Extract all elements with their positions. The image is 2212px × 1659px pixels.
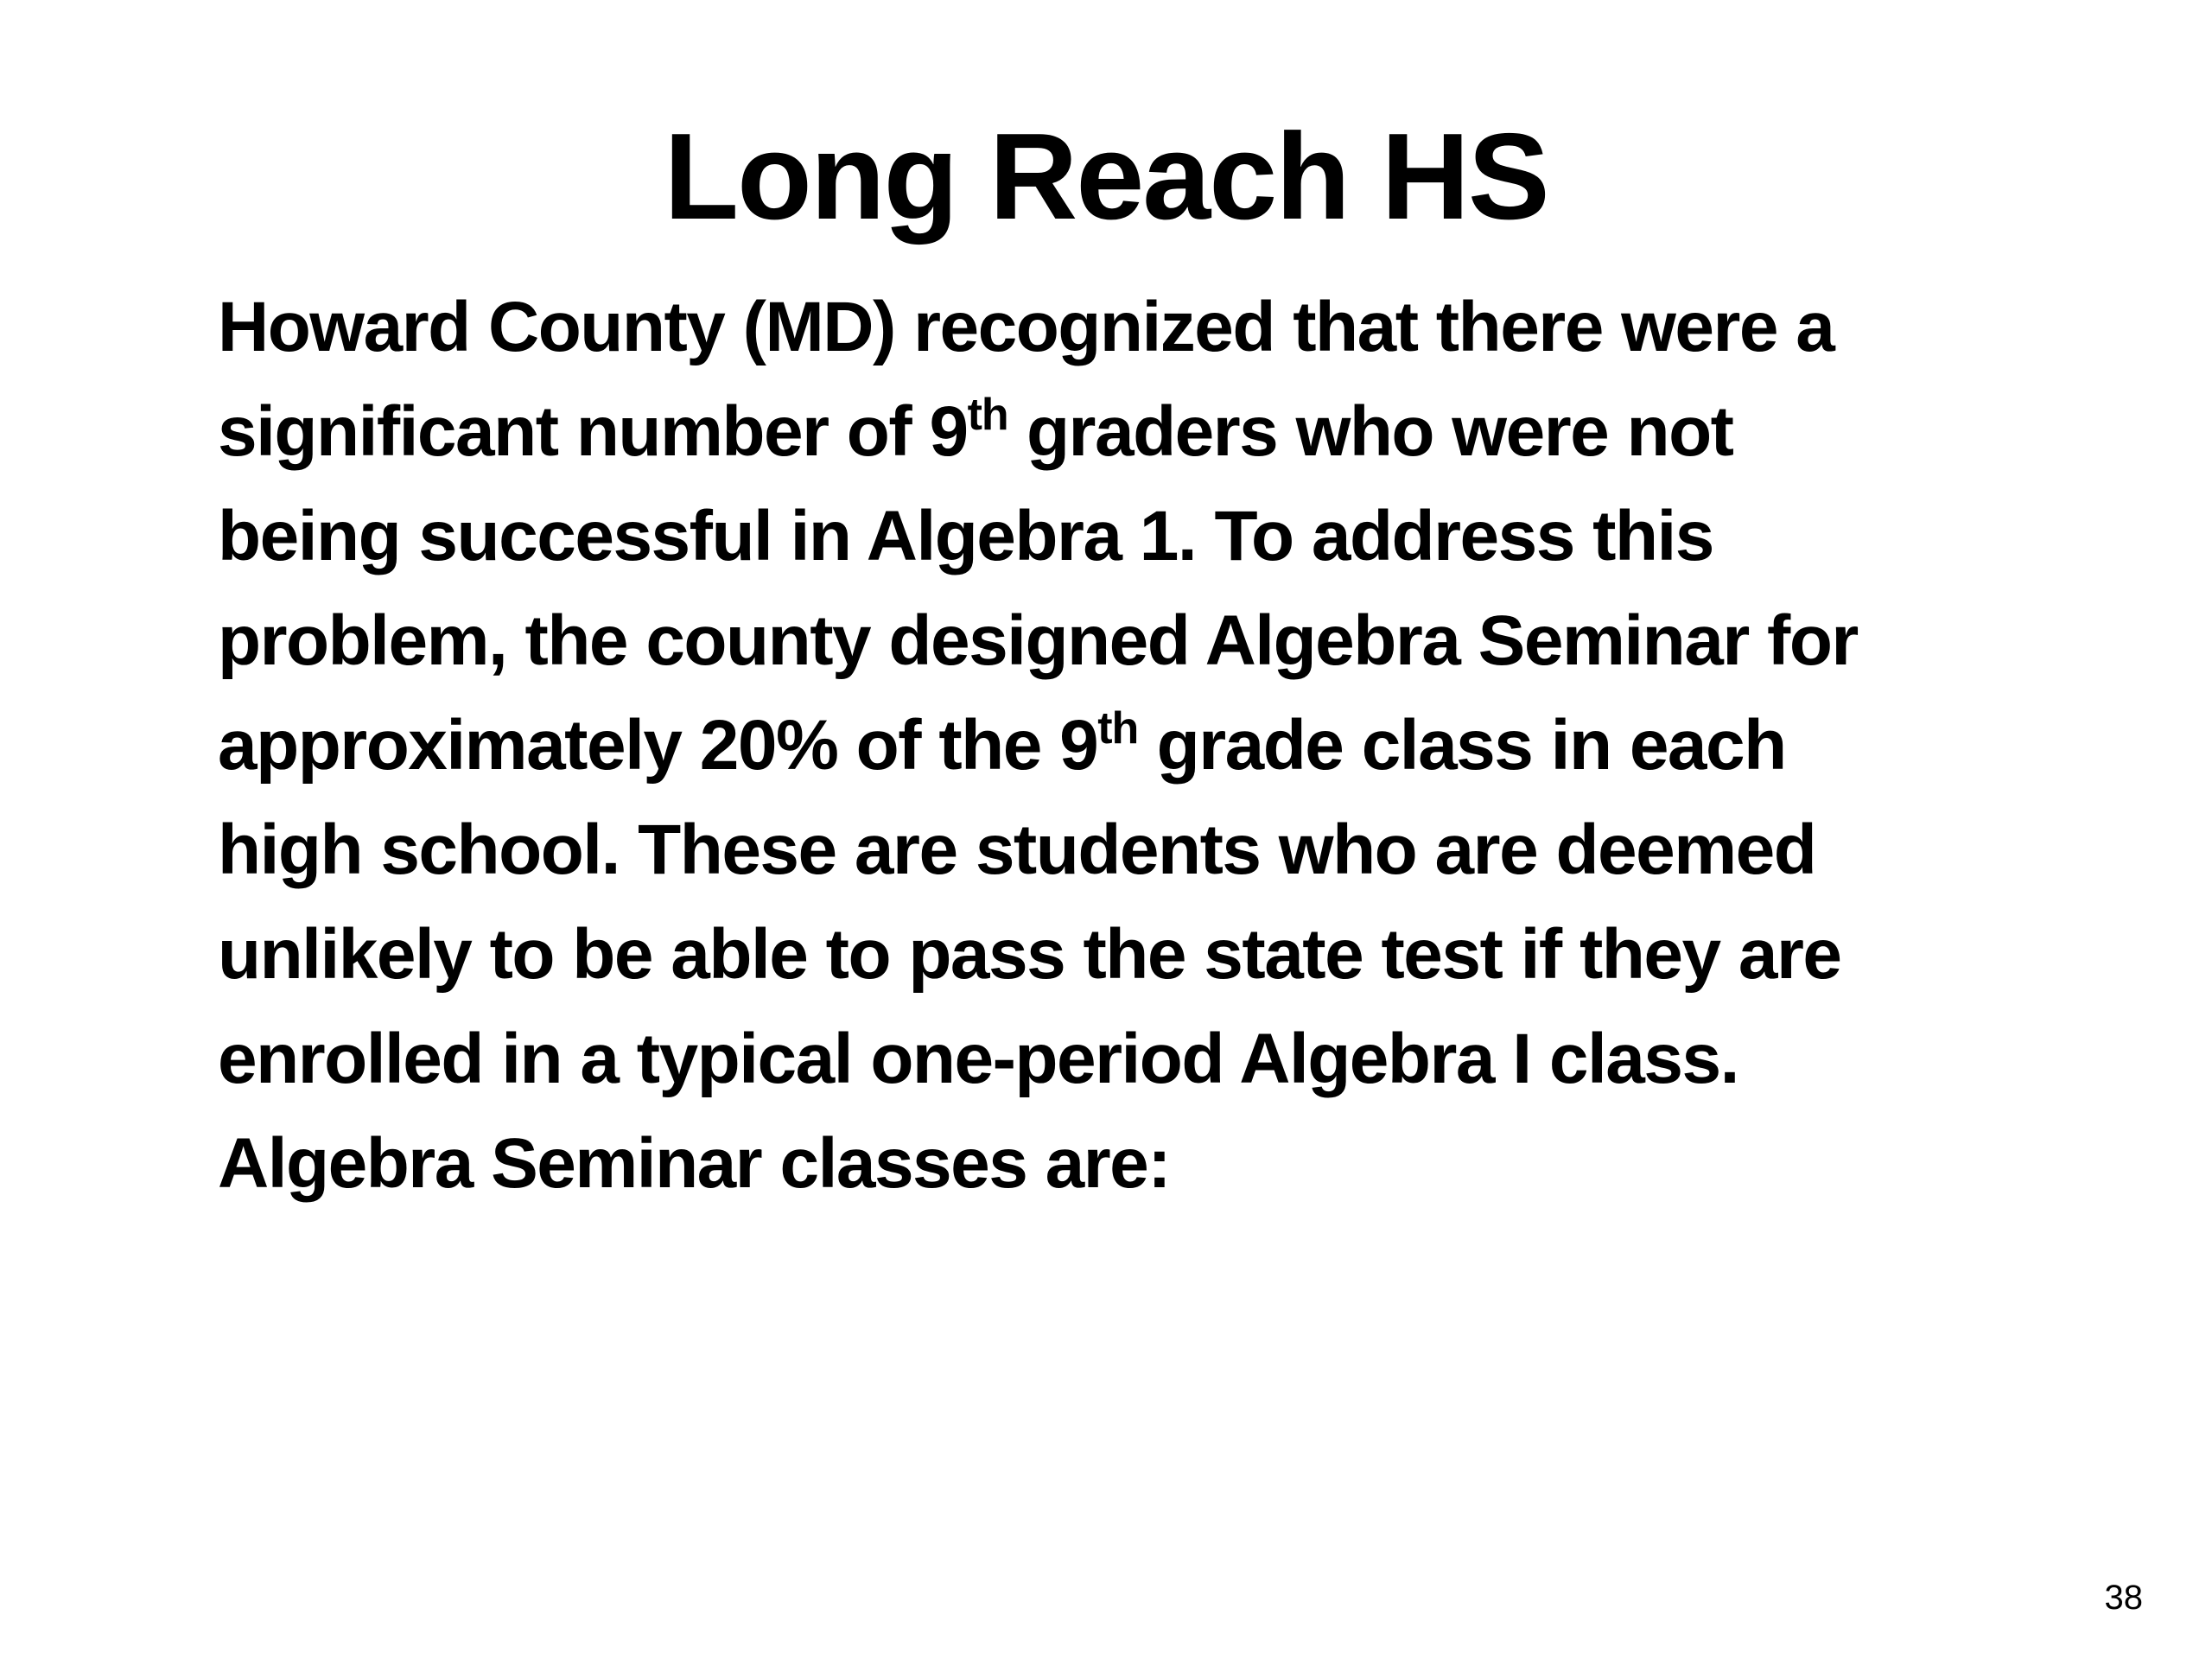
body-line-2 — [218, 379, 2119, 484]
body-line-7: unlikely to be able to pass the state test if they are — [218, 915, 1841, 994]
body-line-2-continuation: graders who were not — [1007, 392, 1733, 471]
body-line-2-text: significant number of 9 — [218, 392, 968, 471]
body-line-6: high school. These are students who are deemed — [218, 810, 1816, 889]
body-line-3: being successful in Algebra 1. To address this — [218, 497, 1713, 575]
body-line-1: Howard County (MD) recognized that there were a — [218, 288, 1834, 366]
superscript-th: th — [1097, 703, 1139, 753]
slide-title: Long Reach HS — [664, 108, 1548, 245]
slide-body-text — [218, 275, 2119, 1216]
body-line-5 — [218, 693, 2119, 798]
body-line-8: enrolled in a typical one-period Algebra I class. — [218, 1020, 1738, 1098]
body-line-9: Algebra Seminar classes are: — [218, 1124, 1171, 1203]
body-line-5-continuation: grade class in each — [1138, 706, 1786, 785]
superscript-th: th — [967, 390, 1008, 440]
body-line-4: problem, the county designed Algebra Seminar for — [218, 601, 1858, 680]
body-line-5-text: approximately 20% of the 9 — [218, 706, 1098, 785]
page-number: 38 — [2104, 1579, 2143, 1617]
